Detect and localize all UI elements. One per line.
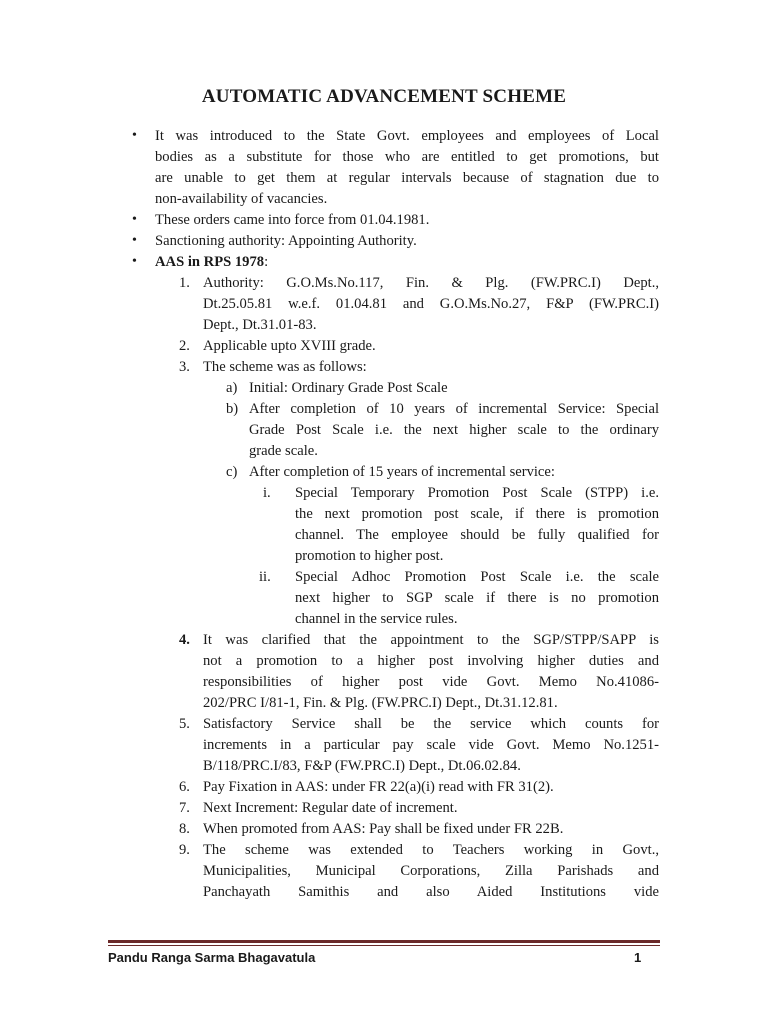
- item-3-marker: 3.: [179, 359, 190, 375]
- sub-b-line-3: grade scale.: [249, 443, 318, 459]
- item-4-line-1: It was clarified that the appointment to the SGP/STPP/SAPP is: [203, 632, 659, 648]
- item-1-line-1: Authority: G.O.Ms.No.117, Fin. & Plg. (FW.PRC.I) Dept.,: [203, 275, 659, 291]
- item-4-line-2: not a promotion to a higher post involving higher duties and: [203, 653, 659, 669]
- bullet-marker: •: [132, 212, 137, 227]
- item-1-marker: 1.: [179, 275, 190, 291]
- item-5-marker: 5.: [179, 716, 190, 732]
- footer-author: Pandu Ranga Sarma Bhagavatula: [108, 950, 316, 965]
- sub-c-text: After completion of 15 years of incremental service:: [249, 464, 555, 480]
- item-1-line-2: Dt.25.05.81 w.e.f. 01.04.81 and G.O.Ms.No.27, F&P (FW.PRC.I): [203, 296, 659, 312]
- roman-ii-line-2: next higher to SGP scale if there is no promotion: [295, 590, 659, 606]
- roman-i-line-3: channel. The employee should be fully qualified for: [295, 527, 659, 543]
- sub-c-marker: c): [226, 464, 238, 480]
- roman-ii-line-3: channel in the service rules.: [295, 611, 458, 627]
- item-2-marker: 2.: [179, 338, 190, 354]
- bullet-3-text: Sanctioning authority: Appointing Authority.: [155, 233, 417, 249]
- footer-page-number: 1: [634, 950, 642, 965]
- roman-ii-line-1: Special Adhoc Promotion Post Scale i.e. the scale: [295, 569, 659, 585]
- item-7-text: Next Increment: Regular date of increment.: [203, 800, 458, 816]
- roman-i-line-2: the next promotion post scale, if there is promotion: [295, 506, 659, 522]
- bullet-marker: •: [132, 128, 137, 143]
- sub-a-marker: a): [226, 380, 238, 396]
- item-9-line-3: Panchayath Samithis and also Aided Institutions vide: [203, 884, 659, 900]
- item-9-line-2: Municipalities, Municipal Corporations, Zilla Parishads and: [203, 863, 659, 879]
- page-title: AUTOMATIC ADVANCEMENT SCHEME: [201, 86, 567, 107]
- sub-a-text: Initial: Ordinary Grade Post Scale: [249, 380, 448, 396]
- item-7-marker: 7.: [179, 800, 190, 816]
- roman-i-marker: i.: [263, 485, 271, 501]
- bullet-2-text: These orders came into force from 01.04.1981.: [155, 212, 430, 228]
- bullet-marker: •: [132, 254, 137, 269]
- item-6-marker: 6.: [179, 779, 190, 795]
- roman-ii-marker: ii.: [259, 569, 271, 585]
- footer-divider-thick: [108, 940, 660, 943]
- footer-divider-thin: [108, 945, 660, 946]
- item-4-marker: 4.: [179, 632, 190, 648]
- item-4-line-4: 202/PRC I/81-1, Fin. & Plg. (FW.PRC.I) Dept., Dt.31.12.81.: [203, 695, 558, 711]
- section-heading-colon: :: [264, 254, 269, 270]
- item-9-line-1: The scheme was extended to Teachers working in Govt.,: [203, 842, 659, 858]
- bullet-4-heading-line: [155, 252, 268, 273]
- sub-b-marker: b): [226, 401, 239, 417]
- item-9-marker: 9.: [179, 842, 190, 858]
- bullet-1-line-4: non-availability of vacancies.: [155, 191, 328, 207]
- item-8-marker: 8.: [179, 821, 190, 837]
- section-heading: AAS in RPS 1978: [155, 254, 265, 270]
- sub-b-line-2: Grade Post Scale i.e. the next higher scale to the ordinary: [249, 422, 659, 438]
- item-5-line-3: B/118/PRC.I/83, F&P (FW.PRC.I) Dept., Dt.06.02.84.: [203, 758, 521, 774]
- roman-i-line-4: promotion to higher post.: [295, 548, 444, 564]
- item-1-line-3: Dept., Dt.31.01-83.: [203, 317, 317, 333]
- bullet-marker: •: [132, 233, 137, 248]
- item-8-text: When promoted from AAS: Pay shall be fixed under FR 22B.: [203, 821, 564, 837]
- item-4-line-3: responsibilities of higher post vide Govt. Memo No.41086-: [203, 674, 659, 690]
- item-6-text: Pay Fixation in AAS: under FR 22(a)(i) read with FR 31(2).: [203, 779, 554, 795]
- bullet-1-line-1: It was introduced to the State Govt. employees and employees of Local: [155, 128, 659, 144]
- item-2-text: Applicable upto XVIII grade.: [203, 338, 376, 354]
- bullet-1-line-2: bodies as a substitute for those who are entitled to get promotions, but: [155, 149, 659, 165]
- item-5-line-1: Satisfactory Service shall be the service which counts for: [203, 716, 659, 732]
- bullet-1-line-3: are unable to get them at regular intervals because of stagnation due to: [155, 170, 659, 186]
- item-3-text: The scheme was as follows:: [203, 359, 367, 375]
- item-5-line-2: increments in a particular pay scale vide Govt. Memo No.1251-: [203, 737, 659, 753]
- roman-i-line-1: Special Temporary Promotion Post Scale (STPP) i.e.: [295, 485, 659, 501]
- sub-b-line-1: After completion of 10 years of incremental Service: Special: [249, 401, 659, 417]
